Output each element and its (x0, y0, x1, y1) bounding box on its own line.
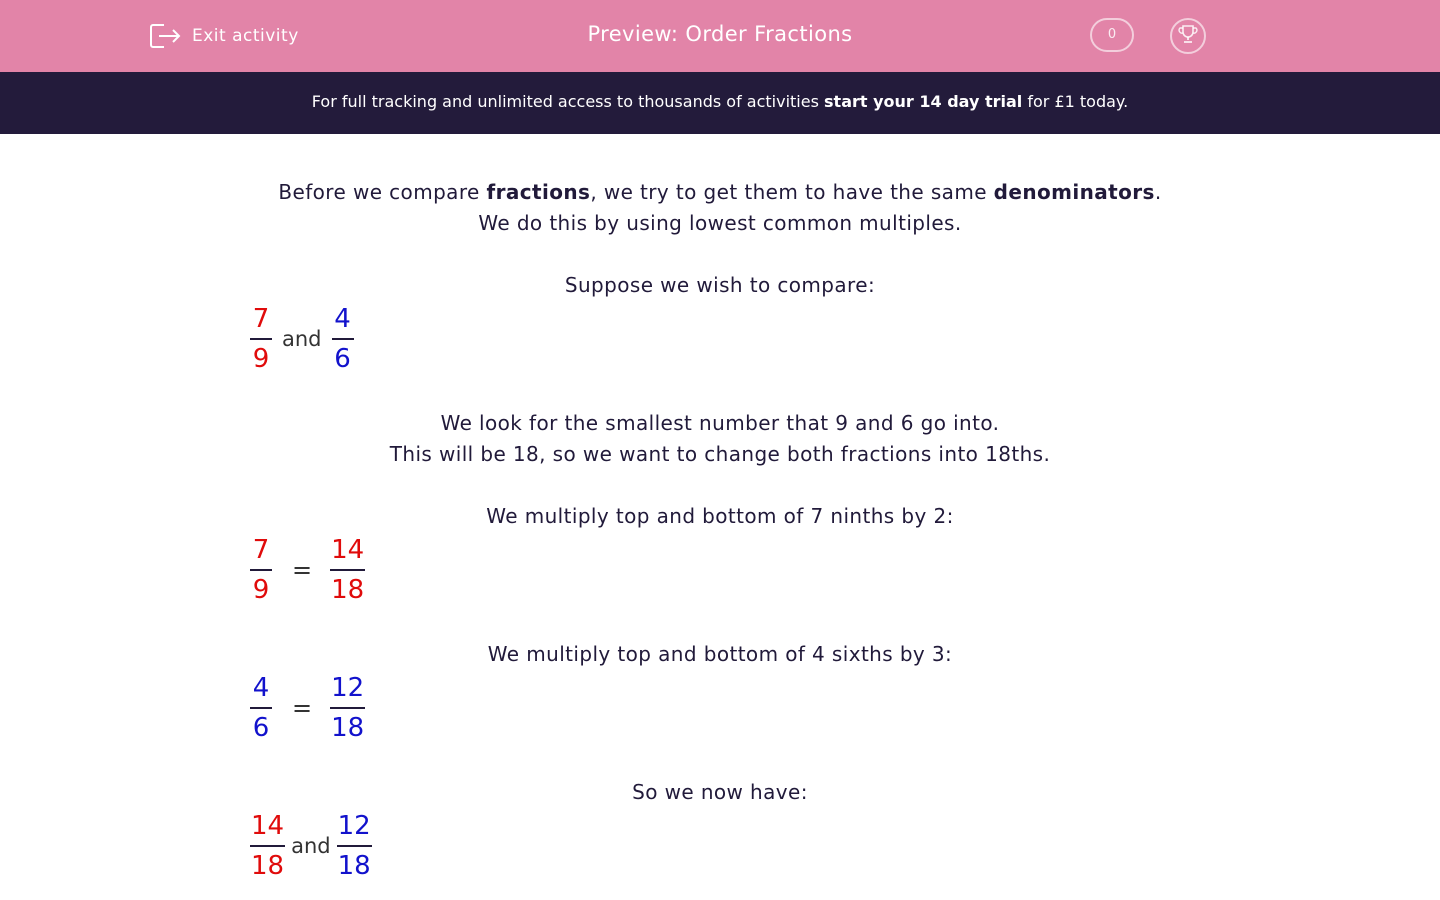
denominator: 18 (331, 713, 365, 743)
numerator: 14 (331, 535, 365, 565)
intro-text-1: Before we compare (278, 180, 487, 204)
fraction-seven-ninths (250, 302, 272, 376)
fraction-four-sixths (332, 302, 354, 376)
fraction-bar (250, 707, 272, 709)
denominator: 9 (252, 344, 270, 374)
numerator: 12 (337, 811, 371, 841)
result-fractions-row (250, 806, 372, 886)
denominator: 18 (331, 575, 365, 605)
fraction-bar (250, 338, 272, 340)
numerator: 7 (252, 304, 270, 334)
fraction-seven-ninths (250, 533, 272, 607)
intro-paragraph (0, 177, 1440, 239)
lcm-line-2: This will be 18, so we want to change both fractions into 18ths. (389, 442, 1051, 466)
trophy-button[interactable] (1170, 18, 1206, 54)
explanation-panel (0, 134, 1440, 900)
denominator: 6 (334, 344, 351, 374)
fraction-bar (250, 845, 285, 847)
trophy-icon (1177, 23, 1199, 49)
exit-activity-label: Exit activity (192, 26, 299, 46)
intro-text-2: , we try to get them to have the same (590, 180, 994, 204)
denominator: 6 (252, 713, 270, 743)
score-counter: 0 (1090, 18, 1134, 52)
intro-bold-fractions: fractions (486, 180, 591, 204)
intro-bold-denominators: denominators (993, 180, 1155, 204)
step2-equation (250, 668, 365, 748)
fraction-fourteen-eighteenths (250, 809, 285, 883)
equals-sign: = (292, 556, 313, 584)
step2-text: We multiply top and bottom of 4 sixths by 3: (487, 642, 953, 666)
lcm-paragraph (0, 408, 1440, 470)
intro-line-2: We do this by using lowest common multiples. (478, 211, 962, 235)
fraction-bar (330, 569, 365, 571)
denominator: 18 (251, 851, 285, 881)
numerator: 4 (334, 304, 351, 334)
trial-banner (0, 72, 1440, 134)
top-bar (0, 0, 1440, 72)
banner-text: For full tracking and unlimited access to thousands of activities (311, 92, 825, 111)
fraction-fourteen-eighteenths (330, 533, 365, 607)
fraction-bar (250, 569, 272, 571)
and-word: and (282, 327, 322, 351)
equals-sign: = (292, 694, 313, 722)
compare-fractions-row (250, 299, 354, 379)
step1-text: We multiply top and bottom of 7 ninths by 2: (486, 504, 954, 528)
trial-link[interactable]: start your 14 day trial (824, 92, 1023, 111)
fraction-twelve-eighteenths (337, 809, 372, 883)
fraction-bar (332, 338, 354, 340)
numerator: 7 (252, 535, 270, 565)
fraction-bar (330, 707, 365, 709)
exit-icon (148, 21, 182, 51)
banner-text-end: for £1 today. (1022, 92, 1129, 111)
denominator: 9 (252, 575, 270, 605)
step1-equation (250, 530, 365, 610)
and-word: and (291, 834, 331, 858)
numerator: 14 (251, 811, 285, 841)
lcm-line-1: We look for the smallest number that 9 and 6 go into. (440, 411, 1000, 435)
fraction-bar (337, 845, 372, 847)
activity-title: Preview: Order Fractions (587, 22, 853, 46)
numerator: 12 (331, 673, 365, 703)
fraction-four-sixths (250, 671, 272, 745)
intro-text-3: . (1154, 180, 1162, 204)
exit-activity-button[interactable] (148, 20, 299, 52)
fraction-twelve-eighteenths (330, 671, 365, 745)
suppose-text: Suppose we wish to compare: (564, 273, 876, 297)
result-text: So we now have: (632, 780, 808, 804)
denominator: 18 (337, 851, 371, 881)
numerator: 4 (252, 673, 270, 703)
